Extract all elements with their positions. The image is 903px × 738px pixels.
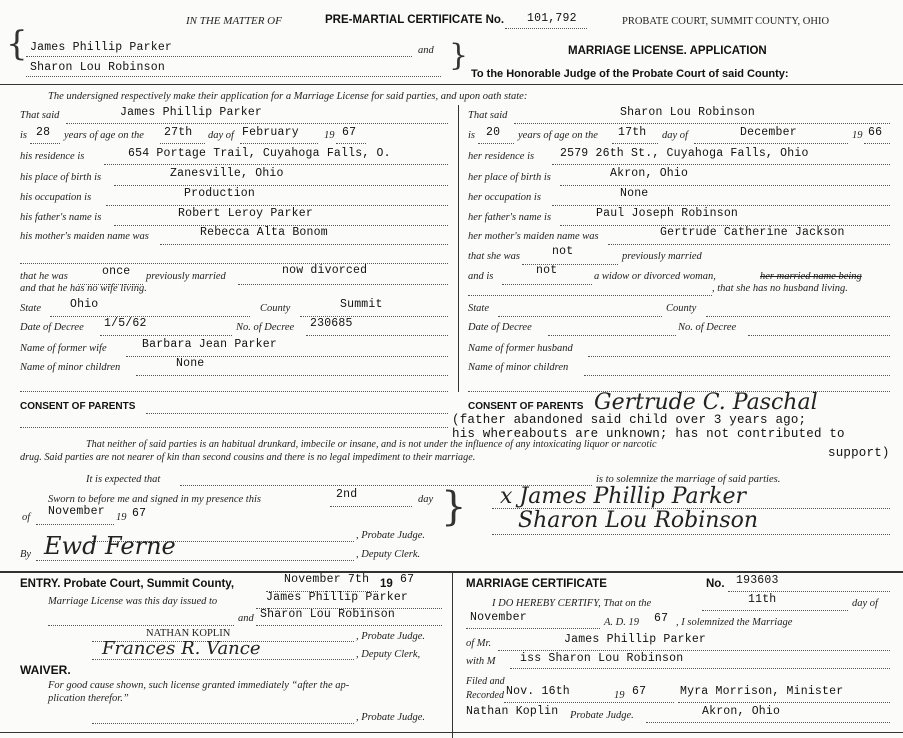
bride-county-label: County xyxy=(666,303,697,314)
groom-decree-no: 230685 xyxy=(310,317,353,330)
groom-birth-day: 27th xyxy=(164,126,193,139)
groom-consent-label: CONSENT OF PARENTS xyxy=(20,401,136,412)
certificate-probate-judge-label: Probate Judge. xyxy=(570,710,634,721)
certificate-year: 67 xyxy=(654,612,669,625)
waiver-title: WAIVER. xyxy=(20,663,71,677)
oath-line-1: That neither of said parties is an habitual drunkard, imbecile or insane, and is not under the influence of any intoxicating liquor or narcotic xyxy=(86,439,657,450)
and-label: and xyxy=(418,45,434,56)
left-brace-top: { xyxy=(6,24,28,64)
certificate-groom-name: James Phillip Parker xyxy=(564,633,707,646)
expected-label: It is expected that xyxy=(86,474,161,485)
groom-that-said-label: That said xyxy=(20,110,60,121)
waiver-line-2: plication therefor.” xyxy=(48,693,129,704)
sworn-year-prefix: 19 xyxy=(116,512,127,523)
groom-decree-date-label: Date of Decree xyxy=(20,322,84,333)
bride-occupation: None xyxy=(620,187,649,200)
bride-no-husband: , that she has no husband living. xyxy=(712,283,848,294)
groom-day-of-label: day of xyxy=(208,130,234,141)
bride-she-was: not xyxy=(552,245,574,258)
oath-line-2: drug. Said parties are not nearer of kin than second cousins and there is no legal impediment to their marriage. xyxy=(20,452,476,463)
filed-label: Filed and xyxy=(466,676,505,687)
waiver-probate-judge-label: , Probate Judge. xyxy=(356,712,426,723)
groom-county: Summit xyxy=(340,298,383,311)
bride-and-is: not xyxy=(536,264,558,277)
bride-name-header: Sharon Lou Robinson xyxy=(30,61,165,74)
issued-to-name: James Phillip Parker xyxy=(266,591,409,604)
bride-birthplace-label: her place of birth is xyxy=(468,172,551,183)
certificate-judge-name: Nathan Koplin xyxy=(466,705,559,718)
groom-father-label: his father's name is xyxy=(20,212,102,223)
by-label: By xyxy=(20,549,32,560)
groom-decree-date: 1/5/62 xyxy=(104,317,147,330)
sworn-label: Sworn to before me and signed in my presence this xyxy=(48,494,261,505)
bride-state-label: State xyxy=(468,303,489,314)
bride-decree-no-label: No. of Decree xyxy=(678,322,737,333)
intro-statement: The undersigned respectively make their application for a Marriage License for said parties, and upon oath state: xyxy=(48,91,528,102)
waiver-line-1: For good cause shown, such license granted immediately “after the ap- xyxy=(48,680,350,691)
of-mr-label: of Mr. xyxy=(466,638,492,649)
entry-clerk-signature: Frances R. Vance xyxy=(102,638,261,659)
groom-age: 28 xyxy=(36,126,51,139)
sworn-of-label: of xyxy=(22,512,31,523)
oath-deputy-clerk-label: , Deputy Clerk. xyxy=(356,549,421,560)
entry-year-prefix: 19 xyxy=(380,578,393,590)
bride-day-of-label: day of xyxy=(662,130,688,141)
to-judge-heading: To the Honorable Judge of the Probate Court of said County: xyxy=(471,68,789,80)
bride-she-was-label: that she was xyxy=(468,251,520,262)
groom-birth-month: February xyxy=(242,126,299,139)
certificate-ad-label: A. D. 19 xyxy=(604,617,639,628)
bride-consent-note-1: (father abandoned said child over 3 years ago; xyxy=(452,413,807,427)
groom-married-label: that he was xyxy=(20,271,68,282)
oath-probate-judge-label: , Probate Judge. xyxy=(356,530,426,541)
right-brace-top: } xyxy=(449,38,469,73)
bride-birth-year: 66 xyxy=(868,126,883,139)
bride-father-label: her father's name is xyxy=(468,212,552,223)
groom-mother: Rebecca Alta Bonom xyxy=(200,226,328,239)
bride-widow-label: a widow or divorced woman, xyxy=(594,271,716,282)
certificate-month: November xyxy=(470,611,527,624)
recorded-date: Nov. 16th xyxy=(506,685,570,698)
bride-mother: Gertrude Catherine Jackson xyxy=(660,226,845,239)
groom-signature: x James Phillip Parker xyxy=(500,484,747,509)
sworn-day: 2nd xyxy=(336,488,358,501)
groom-minor-children-label: Name of minor children xyxy=(20,362,121,373)
groom-birthplace: Zanesville, Ohio xyxy=(170,167,284,180)
bride-age: 20 xyxy=(486,126,501,139)
bride-previously-married-label: previously married xyxy=(622,251,702,262)
groom-occupation-label: his occupation is xyxy=(20,192,92,203)
entry-probate-judge-label: , Probate Judge. xyxy=(356,631,426,642)
groom-years-label: years of age on the xyxy=(64,130,144,141)
bride-is-label: is xyxy=(468,130,476,141)
certificate-solemnized-label: , I solemnized the Marriage xyxy=(676,617,793,628)
recorded-year-prefix: 19 xyxy=(614,690,625,701)
issued-label: Marriage License was this day issued to xyxy=(48,596,218,607)
bride-struck-married-name: her married name being xyxy=(760,271,862,282)
bride-signature: Sharon Lou Robinson xyxy=(518,508,759,533)
bride-birth-month: December xyxy=(740,126,797,139)
groom-residence: 654 Portage Trail, Cuyahoga Falls, O. xyxy=(128,147,391,160)
entry-deputy-clerk-label: , Deputy Clerk, xyxy=(356,649,421,660)
bride-residence-label: her residence is xyxy=(468,151,535,162)
entry-title: ENTRY. Probate Court, Summit County, xyxy=(20,578,235,590)
groom-father: Robert Leroy Parker xyxy=(178,207,313,220)
clerk-signature: Ewd Ferne xyxy=(44,532,176,560)
groom-year-prefix: 19 xyxy=(324,130,335,141)
right-brace-oath: } xyxy=(441,484,467,530)
groom-is-label: is xyxy=(20,130,28,141)
bride-residence: 2579 26th St., Cuyahoga Falls, Ohio xyxy=(560,147,809,160)
minister-name: Myra Morrison, Minister xyxy=(680,685,844,698)
bride-birthplace: Akron, Ohio xyxy=(610,167,689,180)
entry-year: 67 xyxy=(400,573,415,586)
groom-birthplace-label: his place of birth is xyxy=(20,172,102,183)
certificate-city: Akron, Ohio xyxy=(702,705,781,718)
groom-minor-children: None xyxy=(176,357,205,370)
groom-name-header: James Phillip Parker xyxy=(30,41,173,54)
court-name: PROBATE COURT, SUMMIT COUNTY, OHIO xyxy=(622,16,830,27)
groom-occupation: Production xyxy=(184,187,256,200)
groom-birth-year: 67 xyxy=(342,126,357,139)
sworn-month: November xyxy=(48,505,105,518)
bride-consent-note-3: support) xyxy=(828,446,890,460)
groom-decree-no-label: No. of Decree xyxy=(236,322,295,333)
marriage-certificate-number: 193603 xyxy=(736,574,779,587)
certify-label: I DO HEREBY CERTIFY, That on the xyxy=(492,598,652,609)
solemnize-label: is to solemnize the marriage of said parties. xyxy=(596,474,781,485)
sworn-year: 67 xyxy=(132,507,147,520)
license-title: MARRIAGE LICENSE. APPLICATION xyxy=(568,45,767,57)
bride-decree-date-label: Date of Decree xyxy=(468,322,532,333)
bride-consent-label: CONSENT OF PARENTS xyxy=(468,401,584,412)
certificate-day-of-label: day of xyxy=(852,598,878,609)
groom-married-times: once xyxy=(102,265,131,278)
bride-mother-label: her mother's maiden name was xyxy=(468,231,599,242)
groom-marital-status: now divorced xyxy=(282,264,368,277)
bride-years-label: years of age on the xyxy=(518,130,598,141)
bride-father: Paul Joseph Robinson xyxy=(596,207,739,220)
groom-previously-married-label: previously married xyxy=(146,271,226,282)
groom-former-wife: Barbara Jean Parker xyxy=(142,338,277,351)
with-m-label: with M xyxy=(466,656,496,667)
bride-consent-note-2: his whereabouts are unknown; has not contributed to xyxy=(452,427,845,441)
bride-that-said-label: That said xyxy=(468,110,508,121)
bride-name: Sharon Lou Robinson xyxy=(620,106,755,119)
bride-year-prefix: 19 xyxy=(852,130,863,141)
issued-and-name: Sharon Lou Robinson xyxy=(260,608,395,621)
certificate-title: PRE-MARTIAL CERTIFICATE No. xyxy=(325,14,505,26)
groom-former-wife-label: Name of former wife xyxy=(20,343,107,354)
recorded-label: Recorded xyxy=(466,690,504,701)
bride-occupation-label: her occupation is xyxy=(468,192,541,203)
bride-birth-day: 17th xyxy=(618,126,647,139)
groom-mother-label: his mother's maiden name was xyxy=(20,231,149,242)
groom-county-label: County xyxy=(260,303,291,314)
certificate-number: 101,792 xyxy=(527,12,577,25)
bride-former-husband-label: Name of former husband xyxy=(468,343,573,354)
sworn-day-label: day xyxy=(418,494,434,505)
entry-judge-name: NATHAN KOPLIN xyxy=(146,628,231,639)
marriage-certificate-title: MARRIAGE CERTIFICATE xyxy=(466,578,607,590)
groom-state: Ohio xyxy=(70,298,99,311)
groom-no-wife: and that he has no wife living. xyxy=(20,283,147,294)
in-the-matter-label: IN THE MATTER OF xyxy=(186,15,282,27)
bride-minor-children-label: Name of minor children xyxy=(468,362,569,373)
bride-and-is-label: and is xyxy=(468,271,494,282)
entry-date: November 7th xyxy=(284,573,370,586)
groom-state-label: State xyxy=(20,303,41,314)
certificate-day: 11th xyxy=(748,593,777,606)
groom-residence-label: his residence is xyxy=(20,151,85,162)
groom-name: James Phillip Parker xyxy=(120,106,263,119)
bride-consent-signature: Gertrude C. Paschal xyxy=(594,390,818,415)
recorded-year: 67 xyxy=(632,685,647,698)
certificate-no-label: No. xyxy=(706,578,725,590)
certificate-bride-name: iss Sharon Lou Robinson xyxy=(520,652,684,665)
issued-and-label: and xyxy=(238,613,254,624)
